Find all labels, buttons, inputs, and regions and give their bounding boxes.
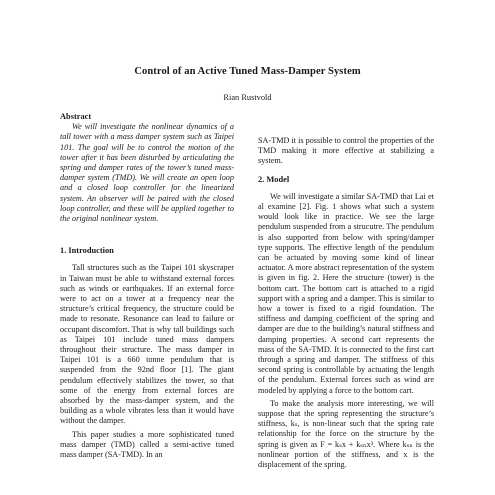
introduction-heading: 1. Introduction (60, 246, 114, 256)
model-paragraph-1: We will investigate a similar SA-TMD that Lai et al examine [2]. Fig. 1 shows what such a system would look like in practice. We see the large pendulum suspended from a strucutre. The pendulum is also supported from below with spring/damper type supports. The effective length of the pendulum can be actuated by moving some kind of linear actuator. A more abstract representation of the system is given in fig. 2. Here the structure (tower) is the bottom cart. The bottom cart is attached to a rigid support with a spring and a damper. This is similar to how a tower is fixed to a rigid foundation. The stiffness and damping coefficient of the spring and damper are due to the building’s natural stiffness and damping properties. A second cart represents the mass of the SA-TMD. It is connected to the first cart through a spring and damper. The stiffness of this second spring is controllable by actuating the length of the pendulum. External forces such as wind are modeled by applying a force to the bottom cart. (258, 191, 434, 395)
paper-author: Rian Rustvold (223, 93, 272, 102)
abstract-text: We will investigate the nonlinear dynamics of a tall tower with a mass damper system such as Taipei 101. The goal will be to control the motion of the tower after it has been disturbed by articulating the spring and damper rates of the tower’s tuned mass-damper system (TMD). We will create an open loop and a closed loop controller for the linearized system. An observer will be paired with the closed loop controller, and these will be applied together to the original nonlinear system. (60, 122, 234, 224)
introduction-paragraph-2: This paper studies a more sophisticated tuned mass damper (TMD) called a semi-active tuned mass damper (SA-TMD). In an (60, 429, 234, 460)
introduction-paragraph-2-continued: SA-TMD it is possible to control the properties of the TMD making it more effective at stabilizing a system. (258, 136, 434, 166)
introduction-paragraph-1: Tall structures such as the Taipei 101 skyscraper in Taiwan must be able to withstand external forces such as winds or earthquakes. If an external force were to act on a tower at a frequency near the structure’s critical frequency, the structure could be made to resonate. Resonance can lead to failure or occupant discomfort. That is why tall buildings such as Taipei 101 include tuned mass dampers throughout their structure. The mass damper in Taipei 101 is a 660 tonne pendulum that is suspended from the 92nd floor [1]. The giant pendulum effectively stabilizes the tower, so that some of the energy from external forces are absorbed by the mass-damper system, and the building as a whole vibrates less than it would have without the damper. (60, 263, 234, 426)
abstract-heading: Abstract (60, 112, 92, 121)
right-column (258, 136, 434, 470)
model-heading: 2. Model (258, 174, 290, 184)
left-column (60, 112, 234, 460)
model-paragraph-2: To make the analysis more interesting, we will suppose that the spring representing the structure’s stiffness, kₛ, is non-linear such that the spring rate relationship for the force on the structure by the spring is given as F = kₛx + kₛₙx³. Where kₛₙ is the nonlinear portion of the stiffness, and x is the displacement of the spring. (258, 398, 434, 470)
paper-title: Control of an Active Tuned Mass-Damper System (134, 66, 361, 77)
